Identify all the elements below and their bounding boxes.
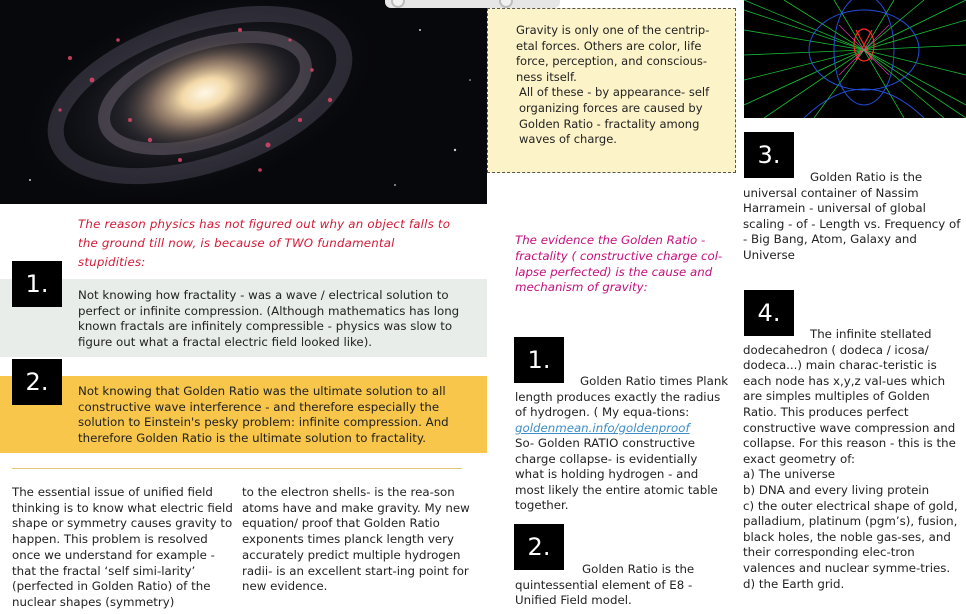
- evidence-1-part-a: Golden Ratio times Plank length produces exactly the radius of hydrogen. ( My equa-tions:: [515, 374, 729, 420]
- number-badge-2-middle: 2.: [514, 524, 564, 570]
- viewer-toolbar: [385, 0, 560, 8]
- evidence-4-text: [743, 327, 965, 592]
- essay-column-b: to the electron shells- is the rea-son atoms have and make gravity. My new equation/ proof that Golden Ratio exponents times planck length very accurately predict multiple hydrogen radii- is an excellent start-ing point for new evidence.: [242, 485, 470, 594]
- callout-box: [487, 8, 736, 173]
- lattice-graphic: [744, 0, 966, 118]
- stupidity-2-text: Not knowing that Golden Ratio was the ultimate solution to all constructive wave interference - and therefore especially the solution to Einstein's pesky problem: infinite compression. And therefore Golden Ratio is the ultimate solution to fractality.: [78, 384, 449, 445]
- geometry-item-c: c) the outer electrical shape of gold, palladium, platinum (pgm’s), fusion, black holes, the noble gas-ses, and their corresponding elec-tron valences and nuclear symme-tries.: [743, 498, 958, 575]
- geometry-item-d: d) the Earth grid.: [743, 576, 845, 591]
- number-badge-3: 3.: [744, 132, 794, 178]
- goldenproof-link[interactable]: goldenmean.info/goldenproof: [515, 420, 690, 435]
- number-badge-4: 4.: [744, 290, 794, 336]
- evidence-4-paragraph: The infinite stellated dodecahedron ( dodeca / icosa/ dodeca...) main charac-teristic is each node has x,y,z val-ues which are simples multiples of Golden Ratio. This produces perfect constructive wave compression and collapse. For this reason - this is the exact geometry of:: [743, 327, 956, 466]
- intro-statement: The reason physics has not figured out why an object falls to the ground till now, is because of TWO fundamental stupidities:: [78, 217, 451, 269]
- evidence-heading: The evidence the Golden Ratio - fractality ( constructive charge col-lapse perfected) is the cause and mechanism of gravity:: [515, 233, 723, 295]
- number-badge-2: 2.: [12, 359, 62, 405]
- number-badge-1-middle: 1.: [514, 337, 564, 383]
- number-badge-1: 1.: [12, 261, 62, 307]
- toolbar-circle-icon[interactable]: [391, 0, 405, 8]
- callout-text-1: Gravity is only one of the centrip-etal forces. Others are color, life force, perception, and conscious-ness itself.: [516, 23, 710, 84]
- essay-column-a: The essential issue of unified field thinking is to know what electric field shape or symmetry causes gravity to happen. This problem is resolved once we understand for example - that the fractal ‘self simi-larity’ (perfected in Golden Ratio) of the nuclear shapes (symmetry): [12, 485, 233, 609]
- evidence-1-text: [515, 374, 730, 436]
- evidence-3-text: Golden Ratio is the universal container of Nassim Harramein - universal of global scaling - of - Length vs. Frequency of - Big Bang, Atom, Galaxy and Universe: [743, 170, 961, 262]
- evidence-1-text-b: So- Golden RATIO constructive charge collapse- is evidentially what is holding hydrogen - and most likely the entire atomic table together.: [515, 436, 718, 513]
- stupidity-1-text: Not knowing how fractality - was a wave / electrical solution to perfect or infinite compression. (Although mathematics has long known fractals are infinitely compressible - physics was slow to figure out what a fractal electric field looked like).: [78, 288, 460, 349]
- toolbar-circle-icon[interactable]: [499, 0, 513, 8]
- evidence-2-text: Golden Ratio is the quintessential element of E8 - Unified Field model.: [515, 562, 695, 608]
- callout-text-2: All of these - by appearance- self organizing forces are caused by Golden Ratio - fractality among waves of charge.: [519, 85, 710, 147]
- geometry-item-b: b) DNA and every living protein: [743, 482, 930, 497]
- separator-line: [12, 468, 462, 469]
- geometry-item-a: a) The universe: [743, 467, 835, 482]
- galaxy-image: [0, 0, 487, 204]
